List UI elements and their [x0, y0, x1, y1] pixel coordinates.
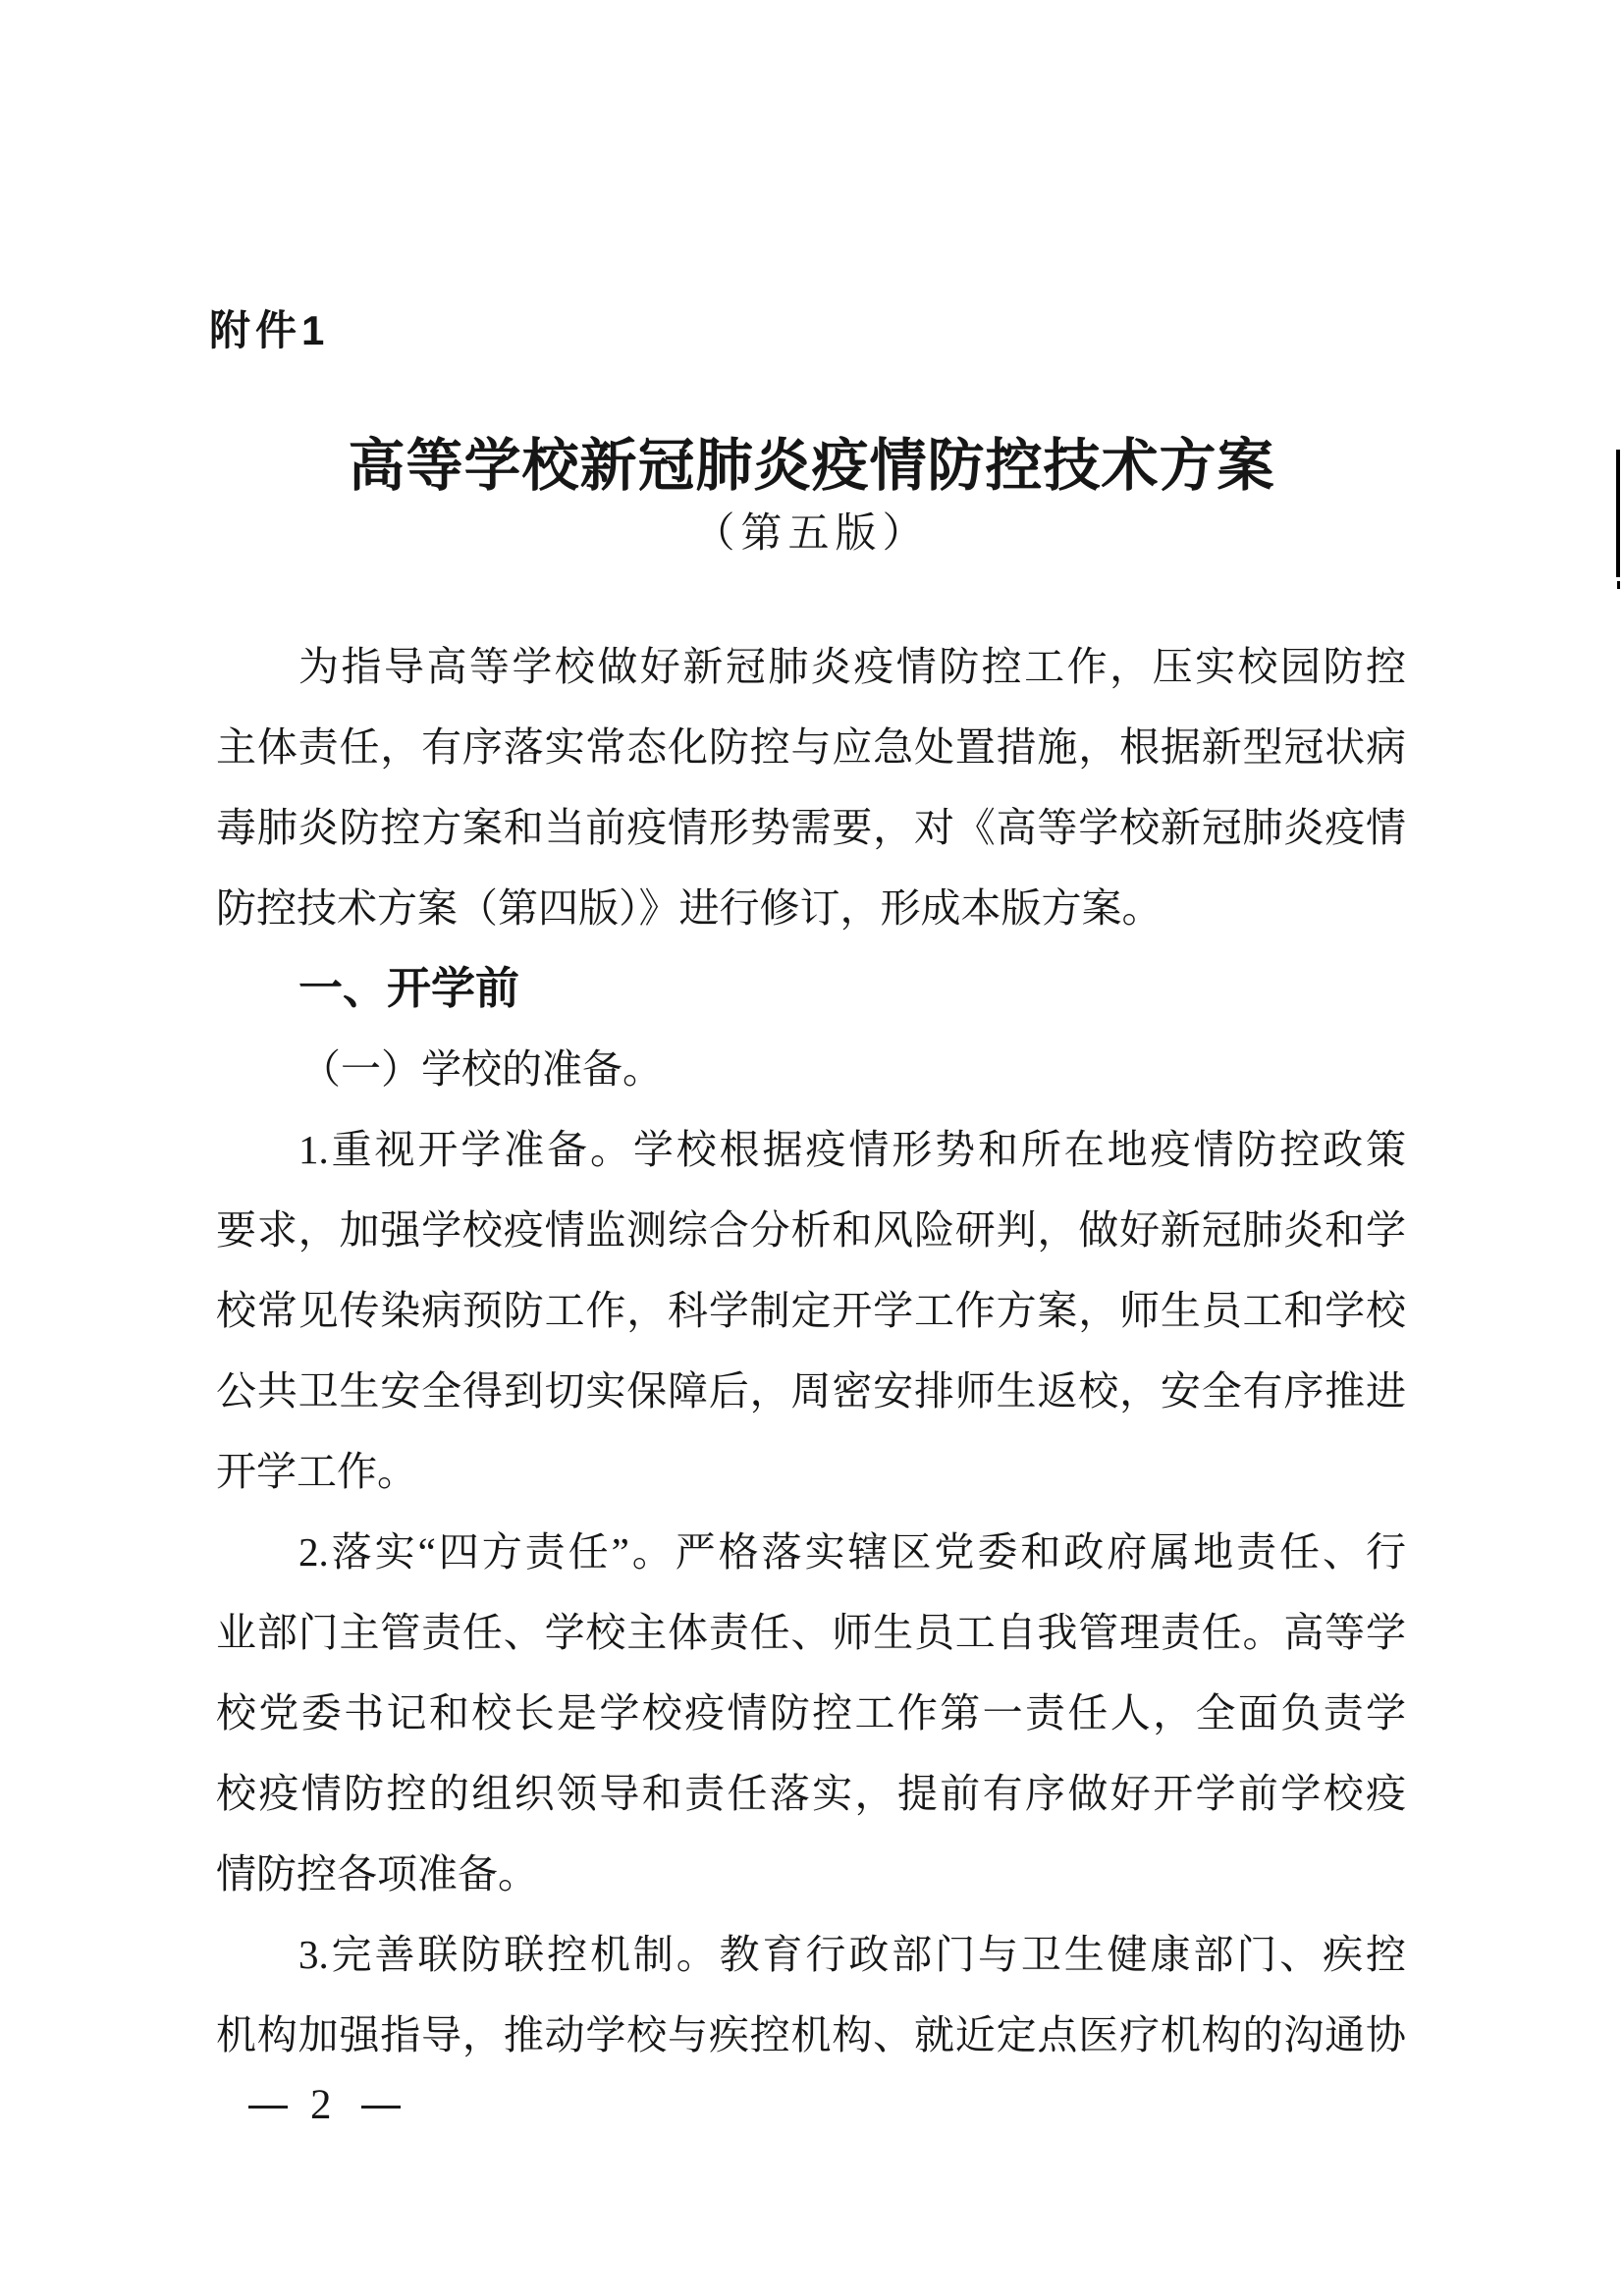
- text-line: 校党委书记和校长是学校疫情防控工作第一责任人，全面负责学: [216, 1690, 1406, 1735]
- text-line: 毒肺炎防控方案和当前疫情形势需要，对《高等学校新冠肺炎疫情: [216, 805, 1406, 850]
- footer-dash-right: [361, 2106, 401, 2109]
- text-line: 一、开学前: [298, 963, 520, 1013]
- footer-dash-left: [248, 2106, 288, 2109]
- scan-artifact-line: [1616, 450, 1620, 577]
- text-line: 开学工作。: [216, 1449, 417, 1494]
- attachment-label: 附件1: [209, 307, 330, 353]
- text-line: 业部门主管责任、学校主体责任、师生员工自我管理责任。高等学: [216, 1610, 1406, 1655]
- text-line: 情防控各项准备。: [216, 1851, 538, 1896]
- text-line: 要求，加强学校疫情监测综合分析和风险研判，做好新冠肺炎和学: [216, 1207, 1406, 1253]
- text-line: （一）学校的准备。: [300, 1046, 663, 1092]
- document-subtitle: （第五版）: [693, 511, 930, 557]
- document-title: 高等学校新冠肺炎疫情防控技术方案: [348, 434, 1275, 498]
- text-line: 公共卫生安全得到切实保障后，周密安排师生返校，安全有序推进: [216, 1368, 1406, 1414]
- text-line: 校常见传染病预防工作，科学制定开学工作方案，师生员工和学校: [216, 1288, 1406, 1333]
- text-line: 机构加强指导，推动学校与疾控机构、就近定点医疗机构的沟通协: [216, 2012, 1406, 2057]
- text-line: 2.落实“四方责任”。严格落实辖区党委和政府属地责任、行: [298, 1529, 1406, 1575]
- text-line: 为指导高等学校做好新冠肺炎疫情防控工作，压实校园防控: [298, 644, 1406, 689]
- scan-artifact-tick: [1617, 581, 1620, 589]
- text-line: 校疫情防控的组织领导和责任落实，提前有序做好开学前学校疫: [216, 1771, 1406, 1816]
- document-body: [216, 626, 1406, 2075]
- text-line: 主体责任，有序落实常态化防控与应急处置措施，根据新型冠状病: [216, 724, 1406, 770]
- page-number: 2: [310, 2082, 332, 2128]
- text-line: 3.完善联防联控机制。教育行政部门与卫生健康部门、疾控: [298, 1932, 1406, 1977]
- text-line: 防控技术方案（第四版）》进行修订，形成本版方案。: [216, 885, 1163, 931]
- text-line: 1.重视开学准备。学校根据疫情形势和所在地疫情防控政策: [298, 1127, 1406, 1172]
